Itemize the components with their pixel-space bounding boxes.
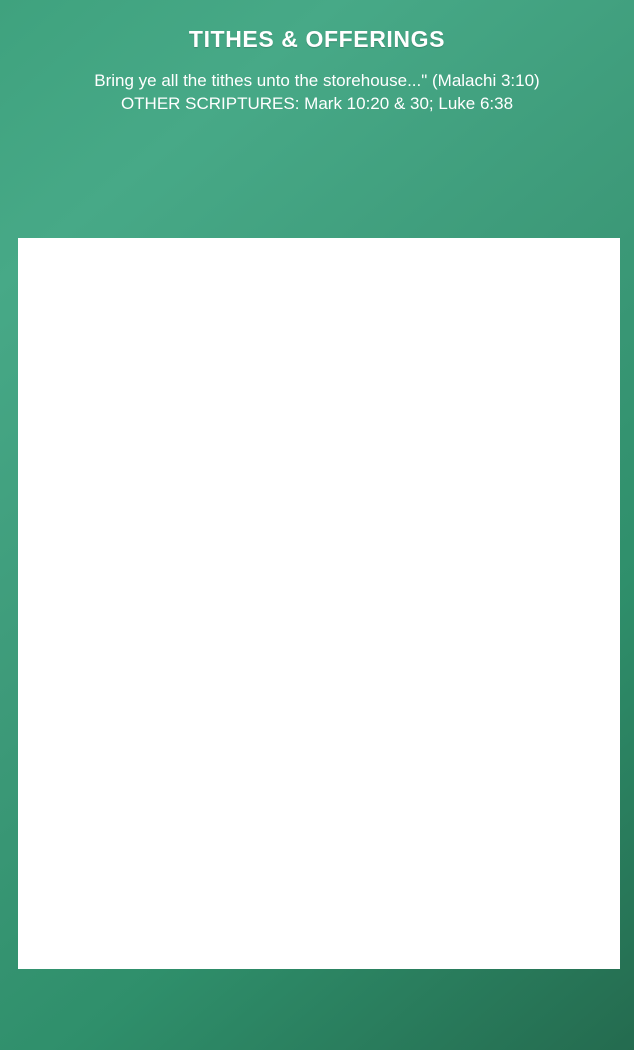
cell-amount-cents[interactable] <box>546 783 612 809</box>
table-row <box>26 363 612 389</box>
cell-amount-dollars[interactable] <box>484 813 542 839</box>
cell-description[interactable] <box>234 513 480 539</box>
cell-amount-dollars[interactable] <box>484 333 542 359</box>
cell-date[interactable] <box>26 723 114 749</box>
cell-date[interactable] <box>26 753 114 779</box>
cell-amount-dollars[interactable] <box>484 603 542 629</box>
table-row <box>26 633 612 659</box>
cell-amount-dollars[interactable] <box>484 363 542 389</box>
ledger-table-body <box>26 273 612 961</box>
cell-description[interactable] <box>234 393 480 419</box>
cell-description[interactable] <box>234 483 480 509</box>
cell-given-to[interactable] <box>118 693 230 719</box>
cell-given-to[interactable] <box>118 723 230 749</box>
ledger-table <box>18 238 620 969</box>
cell-given-to[interactable] <box>118 603 230 629</box>
cell-given-to[interactable] <box>118 573 230 599</box>
cell-amount-cents[interactable] <box>546 483 612 509</box>
cell-date[interactable] <box>26 513 114 539</box>
cell-given-to[interactable] <box>118 813 230 839</box>
cell-date[interactable] <box>26 483 114 509</box>
table-row <box>26 513 612 539</box>
cell-description[interactable] <box>234 333 480 359</box>
cell-amount-cents[interactable] <box>546 633 612 659</box>
cell-description[interactable] <box>234 573 480 599</box>
cell-given-to[interactable] <box>118 273 230 299</box>
table-header-row <box>26 246 612 269</box>
scripture-reference <box>0 69 634 115</box>
table-row <box>26 333 612 359</box>
cell-given-to[interactable] <box>118 633 230 659</box>
cell-amount-dollars[interactable] <box>484 723 542 749</box>
total-amount-cents-top[interactable] <box>546 903 612 930</box>
cell-description[interactable] <box>234 693 480 719</box>
cell-amount-cents[interactable] <box>546 453 612 479</box>
cell-date[interactable] <box>26 693 114 719</box>
cell-amount-cents[interactable] <box>546 513 612 539</box>
table-row <box>26 723 612 749</box>
cell-date[interactable] <box>26 273 114 299</box>
document-header <box>0 0 634 115</box>
table-row <box>26 453 612 479</box>
column-header-description: TITHES OR OFFERING - CK# <box>255 249 459 266</box>
cell-description[interactable] <box>234 873 480 899</box>
cell-amount-cents[interactable] <box>546 603 612 629</box>
cell-amount-cents[interactable] <box>546 753 612 779</box>
cell-given-to[interactable] <box>118 663 230 689</box>
cell-given-to[interactable] <box>118 513 230 539</box>
cell-amount-cents[interactable] <box>546 573 612 599</box>
cell-given-to[interactable] <box>118 753 230 779</box>
cell-amount-cents[interactable] <box>546 423 612 449</box>
cell-amount-dollars[interactable] <box>484 663 542 689</box>
column-header-given-to: GIVEN TO <box>138 249 210 266</box>
cell-amount-cents[interactable] <box>546 363 612 389</box>
cell-description[interactable] <box>234 453 480 479</box>
cell-amount-dollars[interactable] <box>484 303 542 329</box>
table-row <box>26 873 612 899</box>
table-row <box>26 843 612 869</box>
cell-description[interactable] <box>234 273 480 299</box>
cell-description[interactable] <box>234 303 480 329</box>
cell-amount-cents[interactable] <box>546 813 612 839</box>
cell-date[interactable] <box>26 393 114 419</box>
cell-date[interactable] <box>26 663 114 689</box>
table-row <box>26 663 612 689</box>
total-amount-dollars-group <box>484 903 542 961</box>
page-title: TITHES & OFFERINGS <box>188 26 446 52</box>
cell-date[interactable] <box>26 423 114 449</box>
total-amount-cents-bottom[interactable] <box>546 934 612 961</box>
cell-amount-dollars[interactable] <box>484 513 542 539</box>
total-amount-dollars-top[interactable] <box>484 903 542 930</box>
cell-amount-cents[interactable] <box>546 723 612 749</box>
table-row <box>26 483 612 509</box>
cell-given-to[interactable] <box>118 393 230 419</box>
cell-given-to[interactable] <box>118 333 230 359</box>
cell-given-to[interactable] <box>118 303 230 329</box>
cell-date[interactable] <box>26 543 114 569</box>
cell-amount-dollars[interactable] <box>484 423 542 449</box>
cell-amount-dollars[interactable] <box>484 873 542 899</box>
table-row <box>26 603 612 629</box>
cell-description[interactable] <box>234 423 480 449</box>
cell-amount-dollars[interactable] <box>484 273 542 299</box>
scripture-line-2: OTHER SCRIPTURES: Mark 10:20 & 30; Luke 6:38 <box>120 94 514 113</box>
cell-date[interactable] <box>26 363 114 389</box>
cell-amount-cents[interactable] <box>546 843 612 869</box>
cell-date[interactable] <box>26 333 114 359</box>
cell-amount-cents[interactable] <box>546 273 612 299</box>
cell-amount-dollars[interactable] <box>484 543 542 569</box>
cell-amount-dollars[interactable] <box>484 843 542 869</box>
cell-amount-cents[interactable] <box>546 873 612 899</box>
cell-date[interactable] <box>26 603 114 629</box>
cell-amount-dollars[interactable] <box>484 453 542 479</box>
cell-description[interactable] <box>234 663 480 689</box>
cell-amount-cents[interactable] <box>546 693 612 719</box>
scripture-line-1: Bring ye all the tithes unto the storehouse..." (Malachi 3:10) <box>94 71 540 90</box>
cell-date[interactable] <box>26 573 114 599</box>
cell-description[interactable] <box>234 843 480 869</box>
cell-given-to[interactable] <box>118 873 230 899</box>
cell-amount-dollars[interactable] <box>484 483 542 509</box>
cell-date[interactable] <box>26 783 114 809</box>
table-row <box>26 783 612 809</box>
table-row <box>26 393 612 419</box>
table-row <box>26 693 612 719</box>
table-row <box>26 423 612 449</box>
cell-date[interactable] <box>26 843 114 869</box>
cell-given-to[interactable] <box>118 453 230 479</box>
column-header-date: DATE <box>50 249 90 266</box>
cell-description[interactable] <box>234 813 480 839</box>
cell-amount-cents[interactable] <box>546 543 612 569</box>
cell-date[interactable] <box>26 873 114 899</box>
cell-date[interactable] <box>26 633 114 659</box>
cell-date[interactable] <box>26 453 114 479</box>
cell-description[interactable] <box>234 603 480 629</box>
cell-given-to[interactable] <box>118 843 230 869</box>
cell-given-to[interactable] <box>118 783 230 809</box>
cell-description[interactable] <box>234 783 480 809</box>
cell-amount-cents[interactable] <box>546 393 612 419</box>
column-header-amount: AMOUNT <box>515 249 581 266</box>
cell-amount-dollars[interactable] <box>484 693 542 719</box>
cell-amount-dollars[interactable] <box>484 753 542 779</box>
cell-given-to[interactable] <box>118 543 230 569</box>
cell-amount-dollars[interactable] <box>484 633 542 659</box>
cell-amount-dollars[interactable] <box>484 573 542 599</box>
cell-date[interactable] <box>26 813 114 839</box>
cell-amount-cents[interactable] <box>546 333 612 359</box>
cell-description[interactable] <box>234 633 480 659</box>
cell-date[interactable] <box>26 303 114 329</box>
cell-given-to[interactable] <box>118 483 230 509</box>
cell-amount-dollars[interactable] <box>484 783 542 809</box>
cell-description[interactable] <box>234 543 480 569</box>
table-row <box>26 273 612 299</box>
cell-amount-cents[interactable] <box>546 303 612 329</box>
cell-description[interactable] <box>234 723 480 749</box>
total-amount-dollars-bottom[interactable] <box>484 934 542 961</box>
table-row <box>26 573 612 599</box>
total-row <box>26 903 612 961</box>
cell-amount-dollars[interactable] <box>484 393 542 419</box>
total-label: TOTAL <box>26 903 480 961</box>
total-amount-cents-group <box>546 903 612 961</box>
cell-amount-cents[interactable] <box>546 663 612 689</box>
ledger-table-container <box>18 238 616 969</box>
table-row <box>26 543 612 569</box>
table-row <box>26 753 612 779</box>
table-row <box>26 303 612 329</box>
cell-description[interactable] <box>234 363 480 389</box>
cell-description[interactable] <box>234 753 480 779</box>
cell-given-to[interactable] <box>118 423 230 449</box>
cell-given-to[interactable] <box>118 363 230 389</box>
table-row <box>26 813 612 839</box>
